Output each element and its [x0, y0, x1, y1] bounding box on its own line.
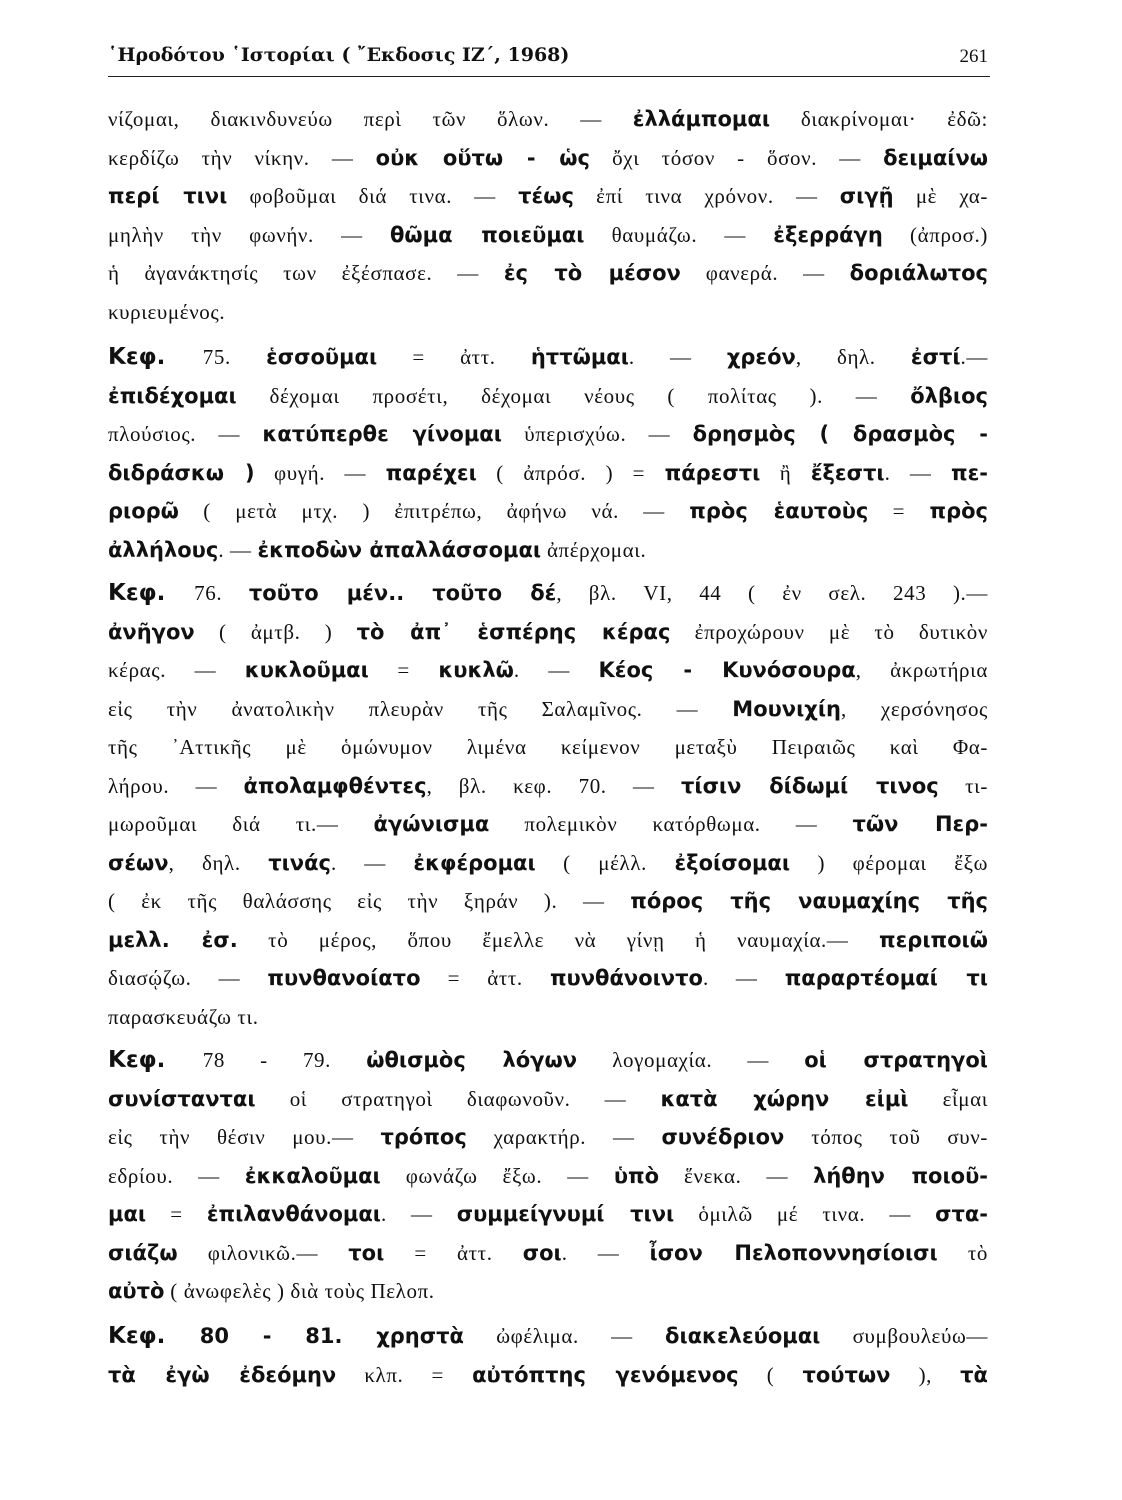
lemma-term: ἑσσοῦμαι [266, 345, 378, 369]
gloss-text: = ἀττ. [384, 1240, 523, 1265]
gloss-text: 76. [194, 581, 249, 605]
text-line [108, 139, 988, 178]
lemma-term: ἐξοίσομαι [674, 850, 791, 875]
lemma-term: τρόπος [380, 1125, 467, 1149]
lemma-term: μαι [108, 1202, 147, 1226]
text-line [108, 574, 988, 613]
lemma-term: τέως [518, 184, 574, 208]
text-line [108, 1080, 988, 1119]
lemma-term: ὠθισμὸς λόγων [366, 1048, 578, 1072]
gloss-text: τόπος τοῦ συν- [784, 1125, 988, 1149]
text-line [108, 1041, 988, 1080]
gloss-text: τὸ [937, 1240, 988, 1265]
text-line [108, 1356, 988, 1395]
lemma-term: τίσιν δίδωμί τινος [680, 773, 939, 798]
gloss-text: 78 - 79. [202, 1048, 367, 1072]
gloss-text: εἰς τὴν θέσιν μου.— [108, 1125, 381, 1149]
lemma-term: ἔξεστι [810, 460, 885, 485]
chapter-label: Κεφ. [108, 344, 203, 370]
gloss-text: ( μετὰ μτχ. ) ἐπιτρέπω, ἀφήνω νά. — [178, 499, 690, 523]
paragraph-kef-76 [108, 574, 988, 1036]
gloss-text: ( ἀμτβ. ) [194, 619, 357, 644]
text-line [108, 177, 988, 216]
gloss-text: νίζομαι, διακινδυνεύω περὶ τῶν ὅλων. — [108, 107, 633, 131]
gloss-text: ) φέρομαι ἔξω [790, 850, 988, 875]
gloss-text: . — [513, 658, 599, 682]
text-line [108, 882, 988, 921]
chapter-label: Κεφ. [108, 580, 195, 606]
gloss-text: . — [380, 1202, 457, 1226]
gloss-text: ( ἀπρόσ. ) = [476, 460, 665, 485]
text-line [108, 531, 988, 570]
lemma-term: παρέχει [385, 460, 477, 485]
gloss-text: λήρου. — [108, 773, 244, 798]
text-line [108, 998, 988, 1037]
lemma-term: τὰ [960, 1362, 988, 1387]
text-line [108, 454, 988, 493]
lemma-term: ὑπὸ [613, 1163, 660, 1188]
lemma-term: ἀλλήλους [108, 537, 219, 562]
gloss-text: θαυμάζω. — [584, 222, 774, 247]
lemma-term: ἀπολαμφθέντες [243, 773, 427, 798]
gloss-text: τι- [938, 773, 988, 798]
lemma-term: ἐκποδὼν ἀπαλλάσσομαι [257, 537, 542, 562]
text-line [108, 690, 988, 729]
text-line [108, 728, 988, 767]
gloss-text: εδρίου. — [108, 1163, 245, 1188]
lemma-term: τοι [348, 1240, 385, 1265]
gloss-text: μὲ χα- [893, 184, 988, 208]
lemma-term: χρεόν [726, 345, 796, 369]
paragraph-kef-75 [108, 338, 988, 569]
gloss-text: μηλὴν τὴν φωνήν. — [108, 222, 390, 247]
gloss-text: πλούσιος. — [108, 422, 263, 446]
text-line [108, 1118, 988, 1157]
text-line [108, 767, 988, 806]
text-line [108, 293, 988, 332]
lemma-term: ἶσον Πελοποννησίοισι [649, 1240, 938, 1265]
lemma-term: δρησμὸς ( δρασμὸς - [692, 422, 988, 446]
gloss-text: . — [702, 966, 785, 990]
gloss-text: , δηλ. [168, 850, 269, 875]
text-line [108, 1195, 988, 1234]
gloss-text: , δηλ. [795, 345, 911, 369]
gloss-text: = [868, 499, 930, 523]
lemma-term: Κέος - Κυνόσουρα [598, 658, 856, 682]
paragraph-continuation [108, 100, 988, 331]
text-line [108, 492, 988, 531]
lemma-term: συνίστανται [108, 1086, 256, 1111]
text-line [108, 959, 988, 998]
lemma-term: αὐτόπτης γενόμενος [472, 1362, 739, 1387]
gloss-text: ( [738, 1362, 803, 1387]
gloss-text: μωροῦμαι διά τι.— [108, 812, 374, 836]
text-line [108, 216, 988, 255]
gloss-text: ἕνεκα. — [659, 1163, 814, 1188]
gloss-text: ὠφέλιμα. — [463, 1324, 666, 1348]
lemma-term: ἐπιλανθάνομαι [206, 1202, 381, 1226]
gloss-text: ( ἀνωφελὲς ) διὰ τοὺς Πελοπ. [164, 1279, 435, 1303]
lemma-term: τοῦτο μέν.. τοῦτο δέ [248, 581, 557, 605]
text-line [108, 844, 988, 883]
gloss-text: , χερσόνησος [840, 696, 988, 721]
gloss-text: 75. [202, 345, 267, 369]
running-title: ῾Ηροδότου ῾Ιστορίαι ( ῎Εκδοσις ΙΖ΄, 1968) [108, 44, 570, 66]
gloss-text: . — [884, 460, 951, 485]
text-line [108, 100, 988, 139]
gloss-text: , ἀκρωτήρια [855, 658, 988, 682]
lemma-term: ἐπιδέχομαι [108, 383, 237, 408]
text-line [108, 651, 988, 690]
lemma-term: παραρτέομαί τι [784, 966, 988, 990]
gloss-text: οἱ στρατηγοὶ διαφωνοῦν. — [255, 1086, 661, 1111]
gloss-text: κέρας. — [108, 658, 245, 682]
gloss-text: διακρίνομαι· ἐδῶ: [770, 107, 988, 131]
lemma-term: ἐξερράγη [773, 222, 883, 247]
lemma-term: κυκλῶ [438, 658, 514, 682]
gloss-text: . — [561, 1240, 650, 1265]
lemma-term: περιποιῶ [879, 927, 988, 952]
gloss-text: φανερά. — [680, 261, 850, 285]
lemma-term: θῶμα ποιεῦμαι [389, 222, 585, 247]
gloss-text: κερδίζω τὴν νίκην. — [108, 145, 376, 170]
lemma-term: διδράσκω ) [108, 460, 255, 485]
gloss-text: φυγή. — [254, 460, 386, 485]
text-line [108, 415, 988, 454]
gloss-text: πολεμικὸν κατόρθωμα. — [489, 812, 853, 836]
lemma-term: ἡττῶμαι [530, 345, 629, 369]
text-line [108, 254, 988, 293]
lemma-term: 80 - 81. [199, 1324, 377, 1348]
lemma-term: κυκλοῦμαι [244, 658, 369, 682]
gloss-text: ( μέλλ. [535, 850, 675, 875]
paragraph-kef-80-81 [108, 1317, 988, 1394]
gloss-text: διασῴζω. — [108, 966, 268, 990]
lemma-term: ἐλλάμπομαι [632, 107, 770, 131]
lemma-term: σέων [108, 850, 169, 875]
gloss-text: ὄχι τόσον - ὅσον. — [589, 145, 884, 170]
gloss-text: ), [890, 1362, 961, 1387]
lemma-term: Μουνιχίη [732, 696, 841, 721]
page-header [108, 42, 990, 77]
gloss-text: . — [218, 537, 258, 562]
gloss-text: = ἀττ. [420, 966, 550, 990]
gloss-text: τὸ μέρος, ὅπου ἔμελλε νὰ γίνῃ ἡ ναυμαχία.— [237, 927, 879, 952]
gloss-text: ἐπί τινα χρόνον. — [573, 184, 840, 208]
gloss-text: ἀπέρχομαι. [541, 537, 647, 562]
gloss-text: = [368, 658, 439, 682]
gloss-text: φωνάζω ἔξω. — [380, 1163, 614, 1188]
gloss-text: φιλονικῶ.— [177, 1240, 349, 1265]
chapter-label: Κεφ. [108, 1323, 200, 1349]
lemma-term: διακελεύομαι [665, 1324, 821, 1348]
chapter-label: Κεφ. [108, 1047, 203, 1073]
lemma-term: τὰ ἐγὼ ἐδεόμην [108, 1362, 337, 1387]
gloss-text: = ἀττ. [377, 345, 531, 369]
page-number: 261 [959, 46, 988, 67]
lemma-term: οἱ στρατηγοὶ [804, 1048, 988, 1072]
text-line [108, 377, 988, 416]
gloss-text: εἰς τὴν ἀνατολικὴν πλευρὰν τῆς Σαλαμῖνος. — [108, 696, 733, 721]
lemma-term: τούτων [802, 1362, 891, 1387]
lemma-term: ἐκκαλοῦμαι [244, 1163, 381, 1188]
lemma-term: δειμαίνω [883, 145, 988, 170]
gloss-text: . — [330, 850, 414, 875]
text-line [108, 1234, 988, 1273]
gloss-text: . — [628, 345, 727, 369]
gloss-text: ( ἐκ τῆς θαλάσσης εἰς τὴν ξηράν ). — [108, 889, 631, 913]
gloss-text: φοβοῦμαι διά τινα. — [227, 184, 519, 208]
gloss-text: παρασκευάζω τι. [108, 1004, 259, 1029]
lemma-term: αὐτὸ [108, 1279, 165, 1303]
lemma-term: κατὰ χώρην εἰμὶ [660, 1086, 909, 1111]
gloss-text: κυριευμένος. [108, 299, 226, 324]
lemma-term: περί τινι [108, 184, 228, 208]
lemma-term: ἐκφέρομαι [413, 850, 536, 875]
lemma-term: ἐστί [910, 345, 961, 369]
gloss-text: , βλ. VI, 44 ( ἐν σελ. 243 ).— [556, 581, 988, 605]
lemma-term: σοι [522, 1240, 562, 1265]
lemma-term: δοριάλωτος [849, 261, 988, 285]
text-line [108, 338, 988, 377]
lemma-term: ἐς τὸ μέσον [503, 261, 681, 285]
gloss-text: τῆς ᾽Αττικῆς μὲ ὁμώνυμον λιμένα κείμενον μεταξὺ Πειραιῶς καὶ Φα- [108, 735, 988, 759]
lemma-term: χρηστὰ [376, 1324, 464, 1348]
lemma-term: ριορῶ [108, 499, 179, 523]
lemma-term: πόρος τῆς ναυμαχίης τῆς [630, 889, 988, 913]
gloss-text: χαρακτήρ. — [466, 1125, 662, 1149]
text-line [108, 613, 988, 652]
gloss-text: , βλ. κεφ. 70. — [426, 773, 681, 798]
lemma-term: σιάζω [108, 1240, 178, 1265]
paragraph-kef-78-79 [108, 1041, 988, 1311]
gloss-text: κλπ. = [336, 1362, 473, 1387]
gloss-text: (ἀπροσ.) [882, 222, 988, 247]
gloss-text: δέχομαι προσέτι, δέχομαι νέους ( πολίτας ). — [236, 383, 911, 408]
gloss-text: εἶμαι [908, 1086, 988, 1111]
lemma-term: ἀνῆγον [108, 619, 195, 644]
lemma-term: πρὸς [929, 499, 988, 523]
lemma-term: πάρεστι [664, 460, 761, 485]
lemma-term: συνέδριον [661, 1125, 785, 1149]
lemma-term: σιγῇ [839, 184, 894, 208]
text-line [108, 805, 988, 844]
lemma-term: τὸ ἀπ᾽ ἑσπέρης κέρας [356, 619, 671, 644]
lemma-term: πυνθάνοιντο [549, 966, 703, 990]
gloss-text: λογομαχία. — [577, 1048, 805, 1072]
text-line [108, 921, 988, 960]
text-line [108, 1272, 988, 1311]
lemma-term: οὐκ οὕτω - ὡς [375, 145, 590, 170]
lemma-term: ὄλβιος [910, 383, 988, 408]
lemma-term: στα- [935, 1202, 988, 1226]
lemma-term: κατύπερθε γίνομαι [262, 422, 502, 446]
text-line [108, 1157, 988, 1196]
lemma-term: τῶν Περ- [852, 812, 988, 836]
gloss-text: ὁμιλῶ μέ τινα. — [674, 1202, 936, 1226]
lemma-term: μελλ. ἐσ. [108, 927, 238, 952]
lemma-term: πυνθανοίατο [267, 966, 421, 990]
gloss-text: .— [960, 345, 988, 369]
lemma-term: ἀγώνισμα [373, 812, 490, 836]
lemma-term: τινάς [268, 850, 331, 875]
gloss-text: ἡ ἀγανάκτησίς των ἐξέσπασε. — [108, 261, 504, 285]
gloss-text: ὑπερισχύω. — [501, 422, 693, 446]
text-line [108, 1317, 988, 1356]
gloss-text: συμβουλεύω— [820, 1324, 988, 1348]
gloss-text: = [146, 1202, 207, 1226]
lemma-term: πρὸς ἑαυτοὺς [689, 499, 869, 523]
lemma-term: λήθην ποιοῦ- [813, 1163, 988, 1188]
gloss-text: ἐπροχώρουν μὲ τὸ δυτικὸν [670, 619, 988, 644]
gloss-text: ἢ [760, 460, 811, 485]
lemma-term: πε- [950, 460, 988, 485]
lemma-term: συμμείγνυμί τινι [456, 1202, 675, 1226]
